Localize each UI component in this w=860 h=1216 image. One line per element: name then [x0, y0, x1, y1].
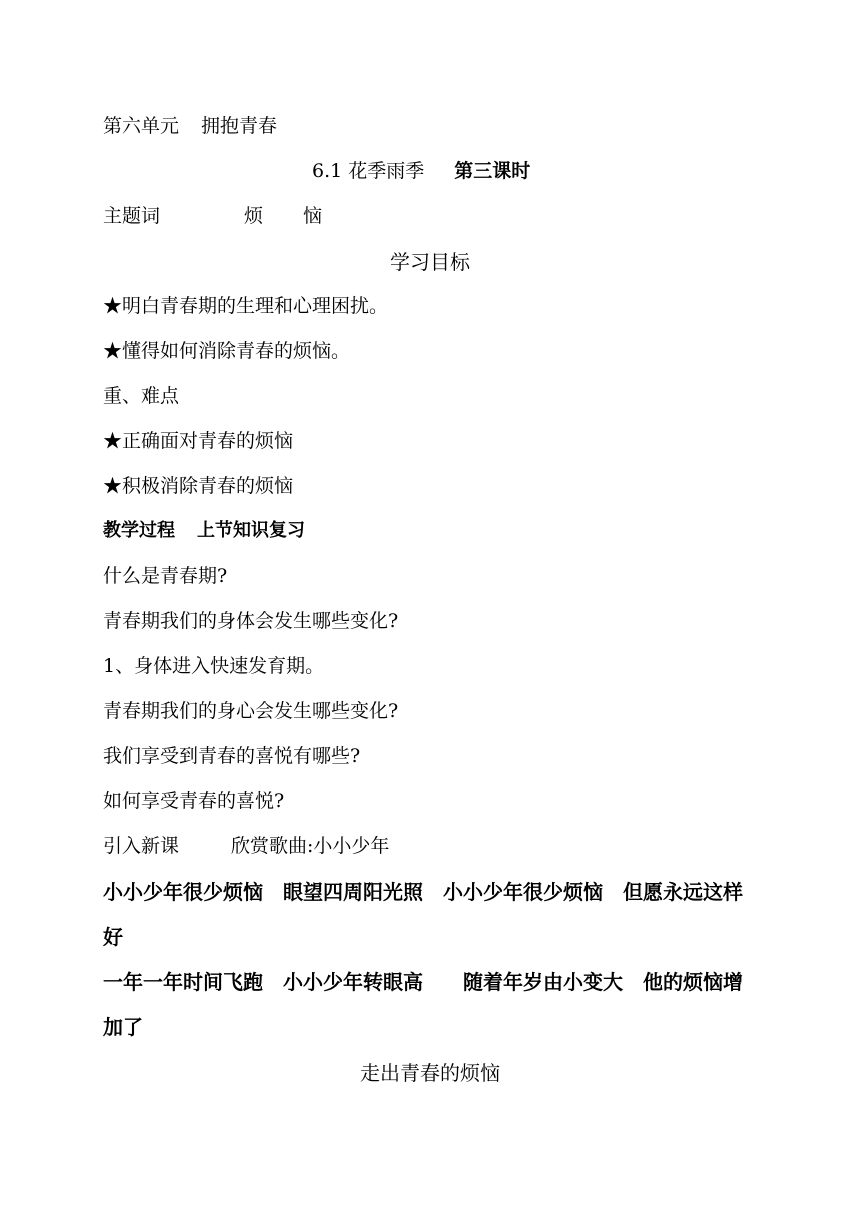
lesson-title: 6.1 花季雨季	[312, 160, 425, 182]
lesson-period: 第三课时	[454, 160, 531, 182]
review-question: 什么是青春期?	[103, 565, 228, 587]
lyrics-line: 小小少年很少烦恼 眼望四周阳光照 小小少年很少烦恼 但愿永远这样	[103, 880, 743, 904]
review-question: 我们享受到青春的喜悦有哪些?	[103, 745, 361, 767]
unit-title: 拥抱青春	[201, 115, 278, 137]
lyrics-line: 加了	[103, 1015, 143, 1039]
lyrics-line: 一年一年时间飞跑 小小少年转眼高 随着年岁由小变大 他的烦恼增	[103, 970, 743, 994]
key-point-item: ★正确面对青春的烦恼	[103, 430, 294, 452]
keyword-word-1: 烦	[244, 205, 264, 227]
intro-line	[103, 833, 389, 859]
section-title: 走出青春的烦恼	[360, 1061, 500, 1085]
keyword-label: 主题词	[103, 205, 161, 227]
process-heading: 教学过程	[103, 520, 175, 541]
keyword-line	[103, 203, 322, 229]
key-points-heading: 重、难点	[103, 385, 180, 407]
keyword-word-2: 恼	[303, 205, 323, 227]
lesson-line	[312, 158, 530, 184]
objective-item: ★懂得如何消除青春的烦恼。	[103, 340, 351, 362]
process-subheading: 上节知识复习	[197, 520, 305, 541]
unit-line	[103, 113, 277, 139]
review-answer: 1、身体进入快速发育期。	[103, 655, 325, 677]
intro-label: 引入新课	[103, 835, 180, 857]
objectives-heading: 学习目标	[390, 250, 470, 274]
process-line	[103, 518, 305, 544]
lyrics-line: 好	[103, 925, 123, 949]
key-point-item: ★积极消除青春的烦恼	[103, 475, 294, 497]
review-question: 青春期我们的身心会发生哪些变化?	[103, 700, 399, 722]
intro-song: 欣赏歌曲:小小少年	[231, 835, 390, 857]
review-question: 如何享受青春的喜悦?	[103, 790, 285, 812]
unit-label: 第六单元	[103, 115, 180, 137]
objective-item: ★明白青春期的生理和心理困扰。	[103, 295, 389, 317]
review-question: 青春期我们的身体会发生哪些变化?	[103, 610, 399, 632]
